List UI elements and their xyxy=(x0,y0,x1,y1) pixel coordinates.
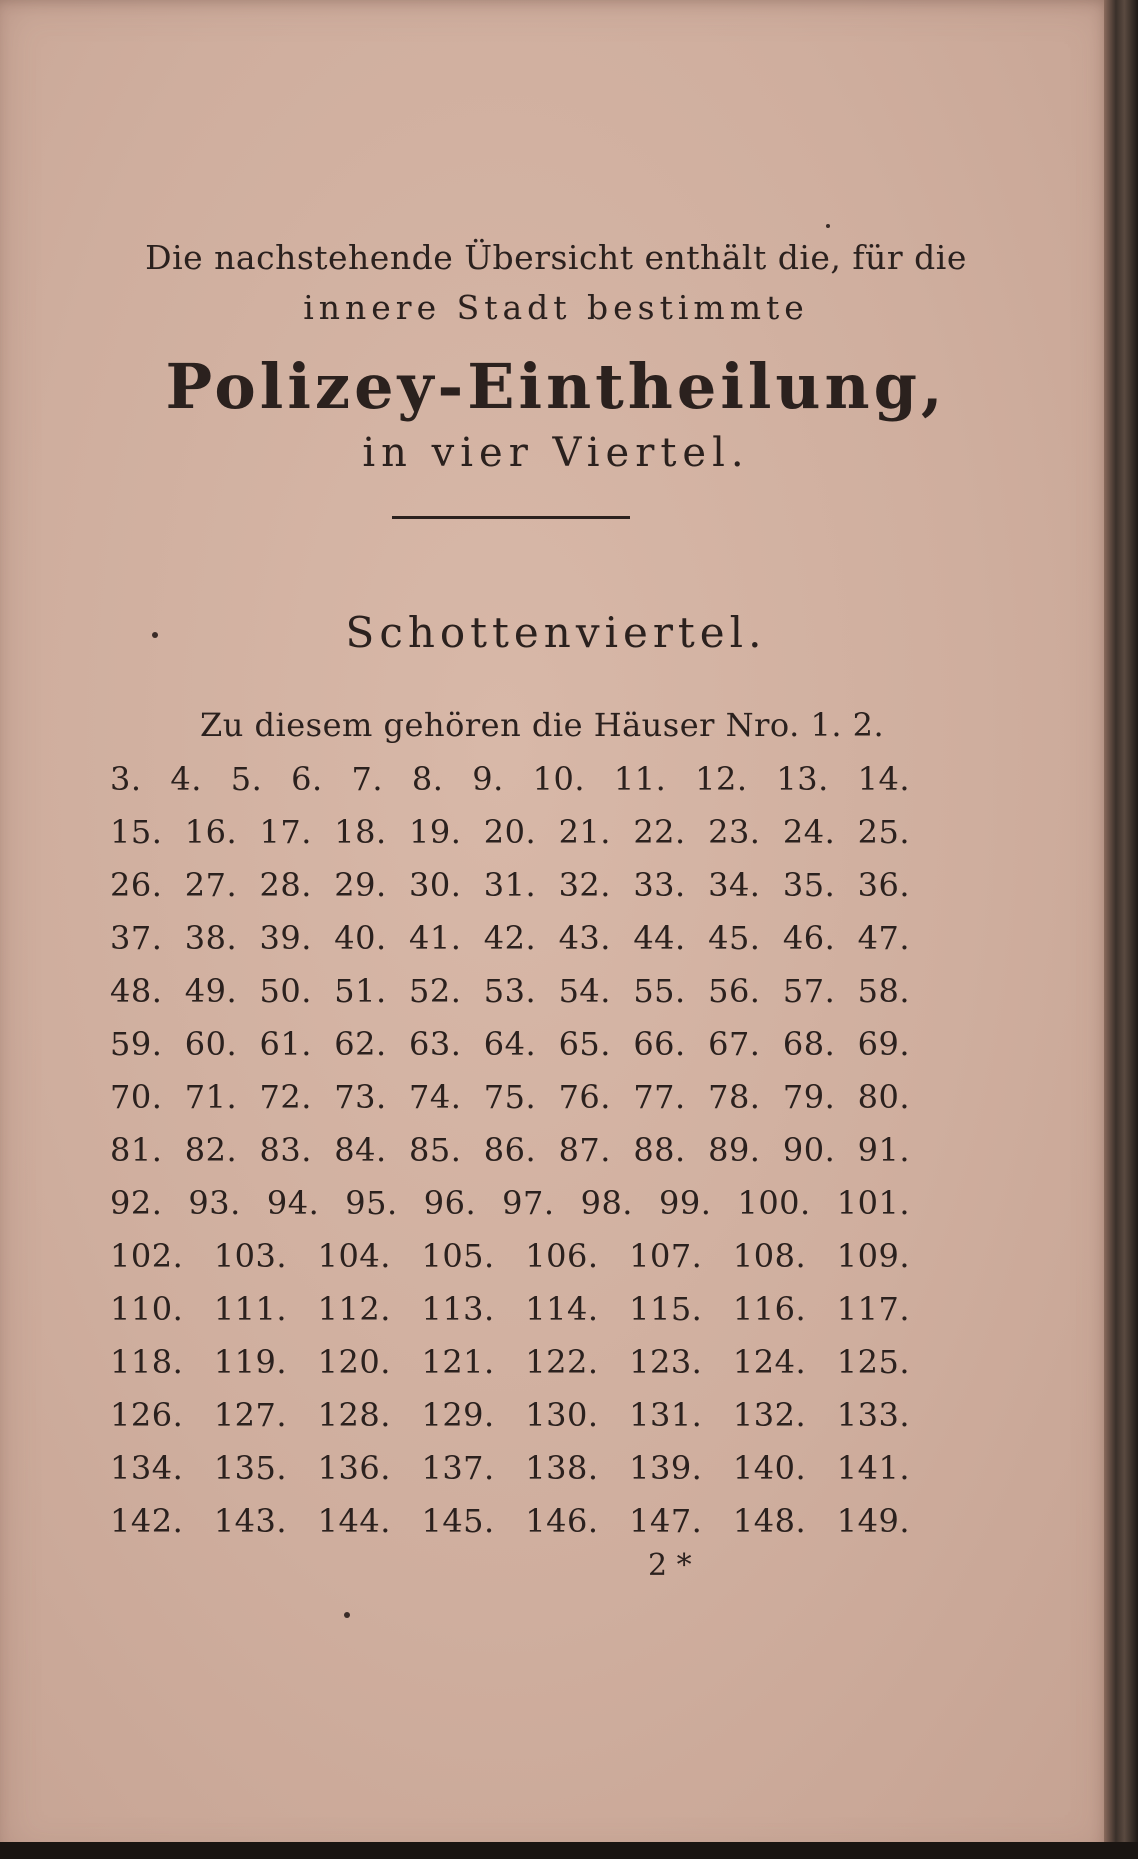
divider-rule xyxy=(392,516,630,519)
text-line: 26. 27. 28. 29. 30. 31. 32. 33. 34. 35. 36. xyxy=(110,866,910,904)
text-line: 70. 71. 72. 73. 74. 75. 76. 77. 78. 79. 80. xyxy=(110,1078,910,1116)
text-line: 126. 127. 128. 129. 130. 131. 132. 133. xyxy=(110,1396,910,1434)
text-line: 118. 119. 120. 121. 122. 123. 124. 125. xyxy=(110,1343,910,1381)
page-title: Polizey-Eintheilung, xyxy=(165,350,947,423)
intro-line-2: innere Stadt bestimmte xyxy=(303,288,809,327)
signature-mark: 2 * xyxy=(648,1548,692,1583)
ink-speck xyxy=(152,632,158,638)
page-edge xyxy=(1104,0,1138,1859)
ink-speck xyxy=(344,1612,350,1618)
text-line: 142. 143. 144. 145. 146. 147. 148. 149. xyxy=(110,1502,910,1540)
text-line: 134. 135. 136. 137. 138. 139. 140. 141. xyxy=(110,1449,910,1487)
ink-speck xyxy=(826,224,830,228)
text-line: 59. 60. 61. 62. 63. 64. 65. 66. 67. 68. 69. xyxy=(110,1025,910,1063)
page-subtitle: in vier Viertel. xyxy=(362,430,750,476)
text-line: 92. 93. 94. 95. 96. 97. 98. 99. 100. 101. xyxy=(110,1184,910,1222)
section-heading: Schottenviertel. xyxy=(345,608,767,657)
text-line: 102. 103. 104. 105. 106. 107. 108. 109. xyxy=(110,1237,910,1275)
text-line: Zu diesem gehören die Häuser Nro. 1. 2. xyxy=(200,706,885,744)
text-line: 37. 38. 39. 40. 41. 42. 43. 44. 45. 46. 47. xyxy=(110,919,910,957)
intro-line-1: Die nachstehende Übersicht enthält die, für die xyxy=(145,238,967,277)
text-line: 3. 4. 5. 6. 7. 8. 9. 10. 11. 12. 13. 14. xyxy=(110,760,910,798)
text-line: 15. 16. 17. 18. 19. 20. 21. 22. 23. 24. 25. xyxy=(110,813,910,851)
text-line: 110. 111. 112. 113. 114. 115. 116. 117. xyxy=(110,1290,910,1328)
scan-border xyxy=(0,1842,1138,1859)
text-line: 48. 49. 50. 51. 52. 53. 54. 55. 56. 57. 58. xyxy=(110,972,910,1010)
text-line: 81. 82. 83. 84. 85. 86. 87. 88. 89. 90. 91. xyxy=(110,1131,910,1169)
